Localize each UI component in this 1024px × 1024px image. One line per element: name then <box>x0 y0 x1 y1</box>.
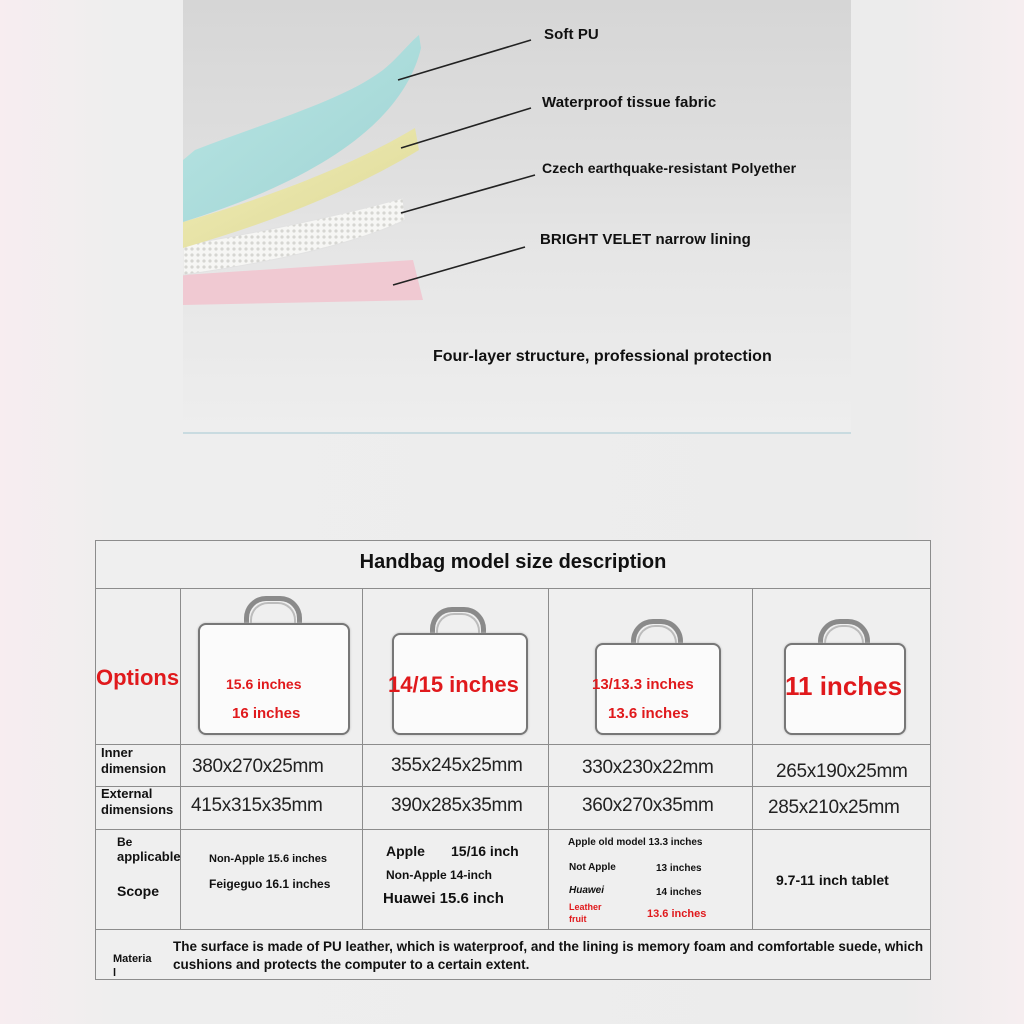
layer-diagram <box>183 0 851 432</box>
layer-label-polyether: Czech earthquake-resistant Polyether <box>542 160 797 176</box>
option-15-6: 15.6 inches <box>226 676 302 692</box>
option-13-6: 13.6 inches <box>608 705 689 722</box>
scope-label: applicable <box>117 849 181 864</box>
option-11: 11 inches <box>785 671 903 701</box>
table-divider <box>96 829 930 830</box>
inner-dim-value: 330x230x22mm <box>582 757 714 778</box>
table-divider <box>752 588 753 929</box>
pointer-line <box>401 175 535 213</box>
external-dim-value: 360x270x35mm <box>582 795 714 816</box>
pointer-line <box>401 108 531 148</box>
layer-structure-illustration <box>183 0 851 434</box>
layer-label-tissue: Waterproof tissue fabric <box>542 94 717 111</box>
scope-col4: 9.7-11 inch tablet <box>776 872 889 888</box>
option-16: 16 inches <box>232 705 301 722</box>
option-14-15: 14/15 inches <box>388 672 519 697</box>
scope-col3-size: 13 inches <box>656 863 702 874</box>
table-divider <box>96 744 930 745</box>
table-divider <box>548 588 549 929</box>
table-divider <box>96 588 930 589</box>
structure-caption: Four-layer structure, professional protection <box>433 348 772 365</box>
material-label: Materia <box>113 953 152 965</box>
scope-col3-size: 13.6 inches <box>647 908 707 920</box>
layer-label-soft-pu: Soft PU <box>544 26 599 43</box>
inner-dim-value: 355x245x25mm <box>391 755 523 776</box>
table-divider <box>362 588 363 929</box>
bag-icon <box>392 607 528 735</box>
scope-col1-line2: Feigeguo 16.1 inches <box>209 877 331 891</box>
scope-col1-line1: Non-Apple 15.6 inches <box>209 853 327 865</box>
material-description: The surface is made of PU leather, which is waterproof, and the lining is memory foam and comfortable suede, which cushions and protects the computer to a certain extent. <box>173 939 924 972</box>
scope-col3-title: Apple old model 13.3 inches <box>568 837 703 848</box>
external-dimension-label: External dimensions <box>101 786 174 817</box>
layer-label-lining: BRIGHT VELET narrow lining <box>540 231 751 248</box>
scope-label: Scope <box>117 883 160 899</box>
scope-col2-line2: Non-Apple 14-inch <box>386 868 493 882</box>
table-divider <box>96 786 930 787</box>
scope-col3-name: Not Apple <box>569 862 616 873</box>
external-dim-value: 390x285x35mm <box>391 795 523 816</box>
material-label: l <box>113 967 117 979</box>
external-dim-value: 415x315x35mm <box>191 795 323 816</box>
scope-col3-name: Huawei <box>569 885 605 896</box>
options-label: Options <box>96 665 180 690</box>
scope-col2-apple-size: 15/16 inch <box>451 843 519 859</box>
scope-label: Be <box>117 835 133 849</box>
scope-col2-apple: Apple <box>386 843 425 859</box>
table-divider <box>180 588 181 929</box>
scope-col3-size: 14 inches <box>656 887 702 898</box>
size-table <box>95 540 931 980</box>
table-title: Handbag model size description <box>359 551 667 573</box>
inner-dim-value: 380x270x25mm <box>192 756 324 777</box>
scope-col2-line3: Huawei 15.6 inch <box>383 890 504 907</box>
external-dim-value: 285x210x25mm <box>768 797 900 818</box>
table-divider <box>96 929 930 930</box>
inner-dimension-label: Inner dimension <box>101 745 167 776</box>
inner-dim-value: 265x190x25mm <box>776 761 908 782</box>
option-13-13-3: 13/13.3 inches <box>592 676 694 693</box>
scope-col3-name: Leather fruit <box>569 902 602 924</box>
